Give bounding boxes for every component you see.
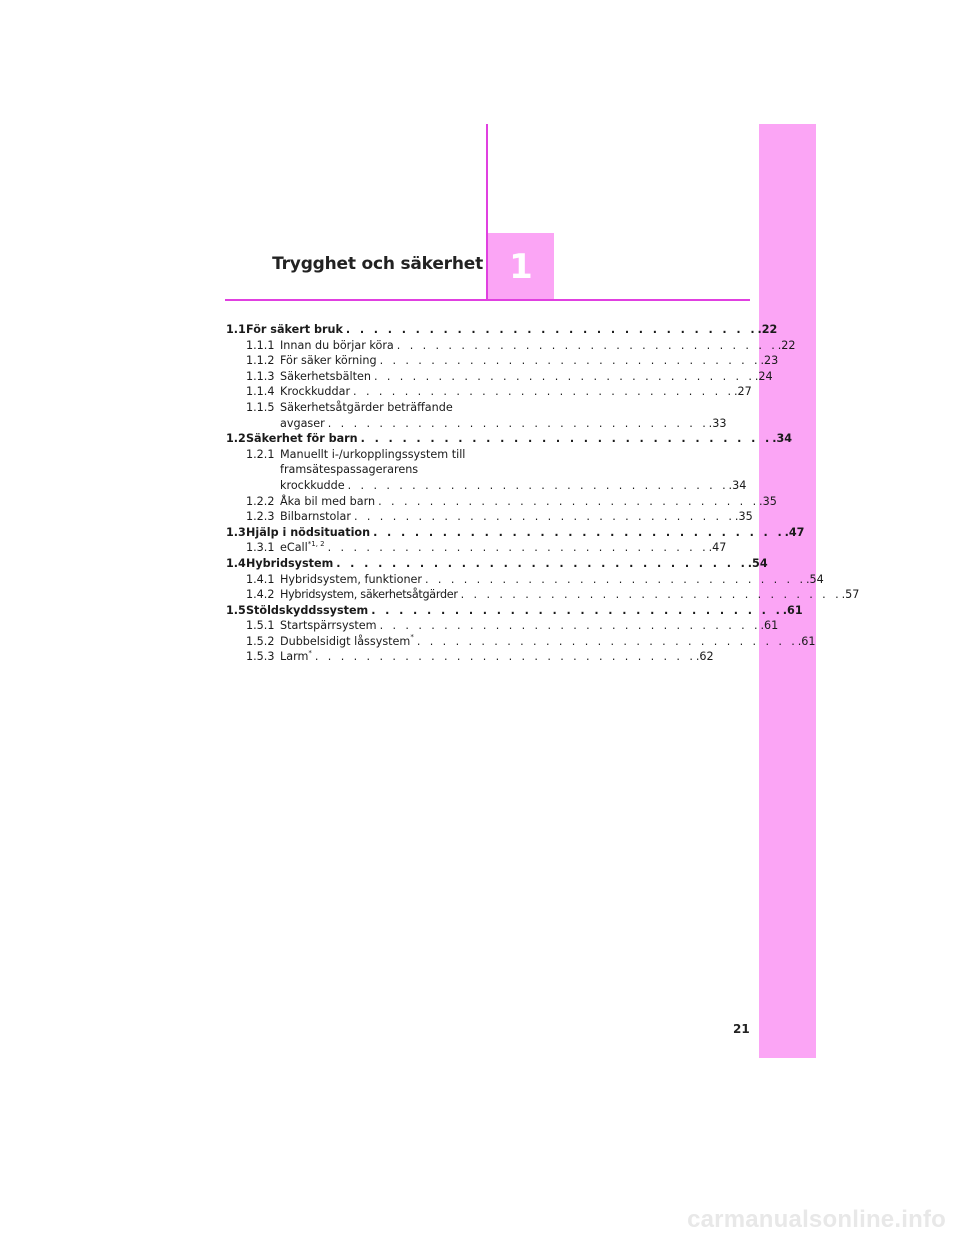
toc-section-1-2-3[interactable]: 1.2.3 Bilbarnstolar . . . . . . . . . . . . . . . . . . . . . . . . . . . . . . .35 [246,510,753,524]
toc-section-1-5-3[interactable]: 1.5.3 Larm* . . . . . . . . . . . . . . . . . . . . . . . . . . . . . . .62 [246,648,714,664]
leader-dots: . . . . . . . . . . . . . . . . . . . . . . . . . . . . . . [336,556,748,570]
toc-section-1-2-1-cont2[interactable]: krockkudde . . . . . . . . . . . . . . . . . . . . . . . . . . . . . . .34 [280,478,747,492]
footnote-marker: * [410,633,414,642]
toc-chapter-1-2[interactable]: 1.2 Säkerhet för barn . . . . . . . . . . . . . . . . . . . . . . . . . . . . . . .34 [226,432,793,446]
table-of-contents [226,322,860,665]
toc-section-1-1-2[interactable]: 1.1.2 För säker körning . . . . . . . . . . . . . . . . . . . . . . . . . . . . . . .23 [246,354,779,368]
leader-dots: . . . . . . . . . . . . . . . . . . . . . . . . . . . . . . [360,432,773,446]
footnote-marker: *1, 2 [307,539,325,548]
leader-dots: . . . . . . . . . . . . . . . . . . . . . . . . . . . . . . [345,323,758,336]
leader-dots: . . . . . . . . . . . . . . . . . . . . . . . . . . . . . . [371,603,783,617]
toc-section-1-1-4[interactable]: 1.1.4 Krockkuddar . . . . . . . . . . . . . . . . . . . . . . . . . . . . . . .27 [246,385,752,399]
leader-dots: . . . . . . . . . . . . . . . . . . . . . . . . . . . . . . [416,634,798,648]
leader-dots: . . . . . . . . . . . . . . . . . . . . . . . . . . . . . . [396,338,778,352]
toc-section-1-1-5[interactable]: 1.1.5 Säkerhetsåtgärder beträffande [246,400,453,414]
leader-dots: . . . . . . . . . . . . . . . . . . . . . . . . . . . . . . [327,416,709,430]
footnote-marker: * [308,648,312,657]
toc-section-1-3-1[interactable]: 1.3.1 eCall$^{*1, 2}$ . . . . . . . . . . . . . . . . . . . . . . . . . . . . . . .47 [246,539,727,555]
toc-chapter-1-3[interactable]: 1.3 Hjälp i nödsituation . . . . . . . . . . . . . . . . . . . . . . . . . . . . . . .47 [226,525,805,539]
leader-dots: . . . . . . . . . . . . . . . . . . . . . . . . . . . . . . [460,588,842,602]
leader-dots: . . . . . . . . . . . . . . . . . . . . . . . . . . . . . . [353,510,735,524]
toc-section-1-2-1[interactable]: 1.2.1 Manuellt i-/urkopplingssystem till [246,447,466,461]
toc-section-1-4-1[interactable]: 1.4.1 Hybridsystem, funktioner . . . . . . . . . . . . . . . . . . . . . . . . . . . . . . .54 [246,572,824,586]
watermark: carmanualsonline.info [687,1206,946,1233]
leader-dots: . . . . . . . . . . . . . . . . . . . . . . . . . . . . . . [378,494,760,508]
toc-section-1-4-2[interactable]: 1.4.2 Hybridsystem, säkerhetsåtgärder . . . . . . . . . . . . . . . . . . . . . . . . . . . . . . .57 [246,588,860,602]
toc-chapter-1-4[interactable]: 1.4 Hybridsystem . . . . . . . . . . . . . . . . . . . . . . . . . . . . . . .54 [226,556,768,570]
page-number: 21 [733,1022,750,1036]
toc-section-1-5-2[interactable]: 1.5.2 Dubbelsidigt låssystem* . . . . . . . . . . . . . . . . . . . . . . . . . . . . . . .61 [246,633,816,648]
toc-section-1-2-2[interactable]: 1.2.2 Åka bil med barn . . . . . . . . . . . . . . . . . . . . . . . . . . . . . . .35 [246,494,777,508]
leader-dots: . . . . . . . . . . . . . . . . . . . . . . . . . . . . . . [425,572,806,586]
leader-dots: . . . . . . . . . . . . . . . . . . . . . . . . . . . . . . [373,525,785,539]
toc-chapter-1-1[interactable]: 1.1 För säkert bruk . . . . . . . . . . . . . . . . . . . . . . . . . . . . . . .22 [226,323,778,336]
chapter-number-box [488,233,554,300]
leader-dots: . . . . . . . . . . . . . . . . . . . . . . . . . . . . . . [353,385,734,399]
leader-dots: . . . . . . . . . . . . . . . . . . . . . . . . . . . . . . [347,478,729,492]
toc-section-1-1-5-cont[interactable]: avgaser . . . . . . . . . . . . . . . . . . . . . . . . . . . . . . .33 [280,416,727,430]
toc-chapter-1-5[interactable]: 1.5 Stöldskyddssystem . . . . . . . . . . . . . . . . . . . . . . . . . . . . . . .61 [226,603,803,617]
toc-section-1-2-1-cont[interactable]: framsätespassagerarens [280,463,419,477]
leader-dots: . . . . . . . . . . . . . . . . . . . . . . . . . . . . . . [379,354,761,368]
toc-section-1-5-1[interactable]: 1.5.1 Startspärrsystem . . . . . . . . . . . . . . . . . . . . . . . . . . . . . . .61 [246,619,779,633]
chapter-title: Trygghet och säkerhet [272,254,483,274]
leader-dots: . . . . . . . . . . . . . . . . . . . . . . . . . . . . . . [314,650,696,664]
toc-section-1-1-1[interactable]: 1.1.1 Innan du börjar köra . . . . . . . . . . . . . . . . . . . . . . . . . . . . . . .22 [246,338,796,352]
leader-dots: . . . . . . . . . . . . . . . . . . . . . . . . . . . . . . [373,369,755,383]
toc-section-1-1-3[interactable]: 1.1.3 Säkerhetsbälten . . . . . . . . . . . . . . . . . . . . . . . . . . . . . . .24 [246,369,773,383]
header-horizontal-rule [225,299,750,301]
chapter-number: 1 [509,246,533,287]
leader-dots: . . . . . . . . . . . . . . . . . . . . . . . . . . . . . . [327,541,709,555]
leader-dots: . . . . . . . . . . . . . . . . . . . . . . . . . . . . . . [379,619,761,633]
